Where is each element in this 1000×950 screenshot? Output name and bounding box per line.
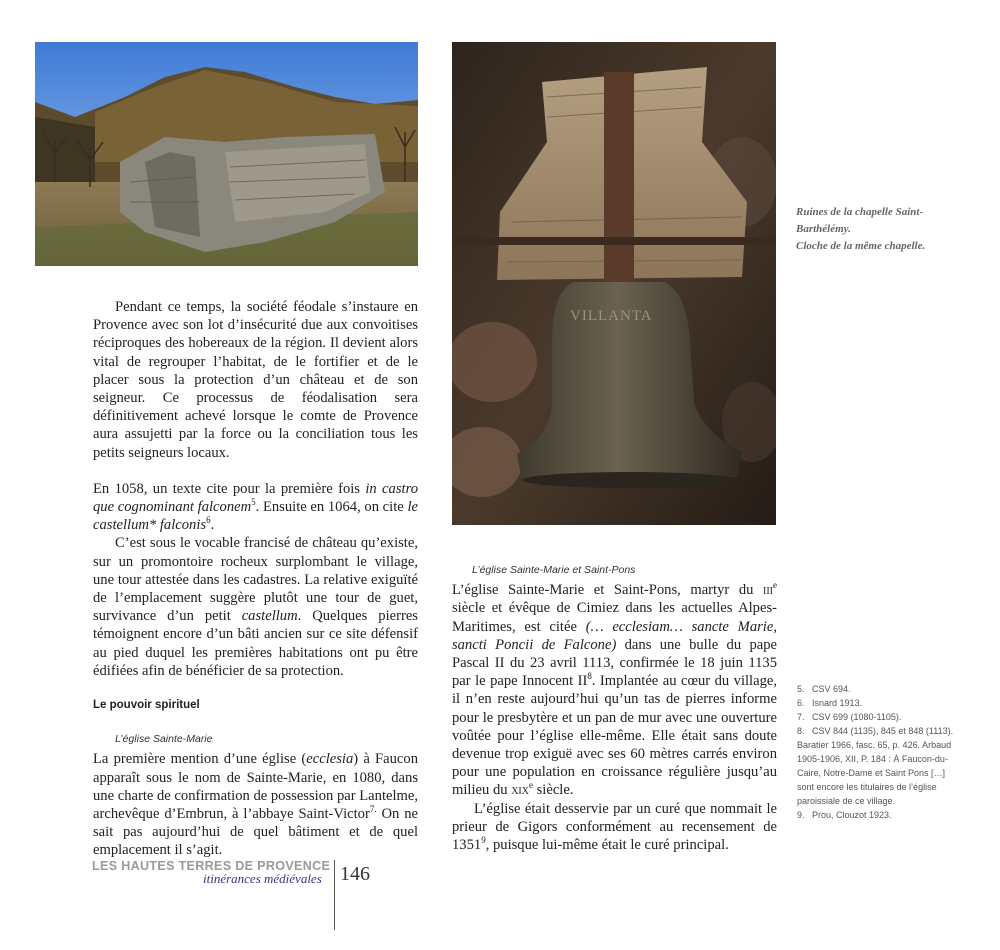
footnote: 7. CSV 699 (1080-1105). xyxy=(797,712,902,722)
paragraph: L’église était desservie par un curé que nommait le prieur de Gigors conformément au recensement de 1351$^9$, puisque lui-même était le curé principal. xyxy=(452,800,777,854)
right-column xyxy=(452,561,777,854)
caption-line-1: Ruines de la chapelle Saint-Barthélémy. xyxy=(796,206,924,235)
bell-photo xyxy=(452,42,776,525)
footnote: 9. Prou, Clouzot 1923. xyxy=(797,810,892,820)
subheading: L’église Sainte-Marie xyxy=(115,733,213,746)
subheading: L’église Sainte-Marie et Saint-Pons xyxy=(472,564,636,576)
paragraph: La première mention d’une église (ecclesia) à Faucon apparaît sous le nom de Sainte-Marie, en 1080, dans une charte de confirmation de possession par Lantelme, archevêque d’Embrun, à l’abbaye Saint-Victor$^{7.}$ On ne sait pas aujourd’hui de quel bâtiment et de quel emplacement il s’agit. xyxy=(93,751,419,859)
footnote: 8. CSV 844 (1135), 845 et 848 (1113). Baratier 1966, fasc. 65, p. 426. Arbaud 1905-1906, XII, P. 184 : À Faucon-du-Caire, Notre-Dame et Saint Pons […] sont encore les titulaires de l’église paroissiale de ce village. xyxy=(797,726,954,806)
page-number: 146 xyxy=(340,863,370,885)
chapel-ruins-photo xyxy=(35,42,418,266)
paragraph: Pendant ce temps, la société féodale s’instaure en Provence avec son lot d’insécurité due aux convoitises réciproques des hobereaux de la région. Il devient alors vital de regrouper l’habitat, de le fortifier et de le placer sous la protection d’un château et de son seigneur. Ce processus de féodalisation sera définitivement achevé lorsque le comte de Provence aura assujetti par la force ou la conciliation tous les petits seigneurs locaux. xyxy=(93,299,418,461)
section-heading: Le pouvoir spirituel xyxy=(93,699,200,712)
paragraph: L’église Sainte-Marie et Saint-Pons, martyr du iii$^e$ siècle et évêque de Cimiez dans les actuelles Alpes-Maritimes, est citée (… ecclesiam… sancte Marie, sancti Poncii de Falcone) dans une bulle du pape Pascal II du 23 avril 1113, confirmée le 18 juin 1135 par le pape Innocent $II^8$. Implantée au cœur du village, il n’en reste aujourd’hui qu’un tas de pierres informe pour le presbytère et un pan de mur avec une ouverture voûtée pour l’église elle-même. Elle était sans doute devenue trop exiguë avec ses 60 mètres carrés environ pour une population en croissance régulière jusqu’au milieu du xix$^e$ siècle. xyxy=(452,580,778,799)
footer-divider xyxy=(334,860,335,930)
photo-caption xyxy=(796,204,956,255)
paragraph: En 1058, un texte cite pour la première fois in castro que cognominant falconem$^5$. Ensuite en 1064, on cite le castellum* falconis$^6$. xyxy=(93,480,418,534)
caption-line-2: Cloche de la même chapelle. xyxy=(796,240,926,252)
bell-inscription: VILLANTA xyxy=(570,308,653,324)
left-column xyxy=(93,298,418,860)
footnote: 6. Isnard 1913. xyxy=(797,698,863,708)
paragraph: C’est sous le vocable francisé de château qu’existe, sur un promontoire rocheux surplombant le village, une tour attestée dans les cadastres. La relative exiguïté de l’emplacement suggère plutôt une tour de guet, survivance d’un petit castellum. Quelques pierres témoignent encore d’un bâti ancien sur ce site défensif au pied duquel les premières habitations ont pu être édifiées afin de bénéficier de sa protection. xyxy=(93,535,418,679)
book-subtitle: itinérances médiévales xyxy=(203,871,322,886)
book-title: LES HAUTES TERRES DE PROVENCE xyxy=(92,859,331,873)
footnotes xyxy=(797,682,957,822)
footnote: 5. CSV 694. xyxy=(797,684,851,694)
